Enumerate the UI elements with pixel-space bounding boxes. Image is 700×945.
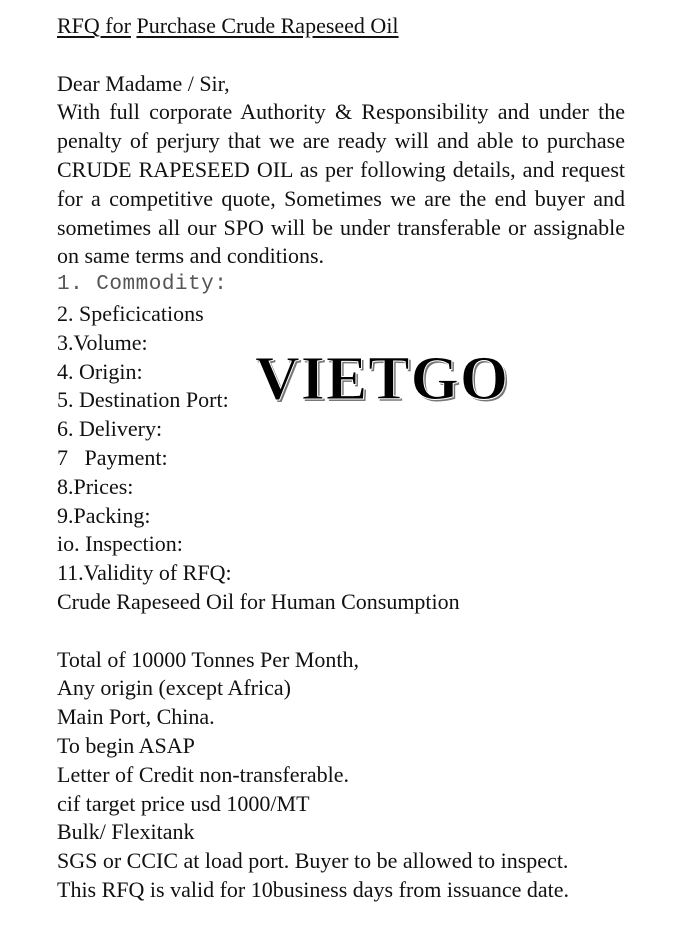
rfq-document: [57, 12, 625, 905]
value-inspection: SGS or CCIC at load port. Buyer to be allowed to inspect.: [57, 848, 569, 874]
field-payment: 7 Payment:: [57, 444, 168, 470]
field-volume: 3.Volume:: [57, 329, 148, 355]
document-title: [57, 12, 625, 41]
field-commodity: 1. Commodity:: [57, 273, 228, 297]
value-packing: Bulk/ Flexitank: [57, 819, 195, 845]
field-destination-port: 5. Destination Port:: [57, 387, 229, 413]
title-prefix: RFQ for: [57, 13, 131, 38]
field-validity: 11.Validity of RFQ:: [57, 560, 232, 586]
salutation: Dear Madame / Sir,: [57, 70, 230, 96]
title-subject: Purchase Crude Rapeseed Oil: [136, 13, 399, 38]
value-origin: Any origin (except Africa): [57, 675, 291, 701]
value-payment: Letter of Credit non-transferable.: [57, 761, 349, 787]
spacer: [57, 41, 625, 70]
field-packing: 9.Packing:: [57, 502, 151, 528]
vietgo-watermark: VIETGO: [255, 345, 510, 413]
value-delivery: To begin ASAP: [57, 732, 195, 758]
value-validity: This RFQ is valid for 10business days from issuance date.: [57, 876, 570, 902]
spacer: [57, 617, 625, 646]
field-specifications: 2. Speficications: [57, 300, 204, 326]
intro-paragraph: With full corporate Authority & Responsibility and under the penalty of perjury that we are ready will and able to purchase CRUDE RAPESEED OIL as per following details, and request for a competitive quote, Sometimes we are the end buyer and sometimes all our SPO will be under transferable or assignable on same terms and conditions.: [57, 99, 625, 269]
value-volume: Total of 10000 Tonnes Per Month,: [57, 646, 360, 672]
field-prices: 8.Prices:: [57, 473, 134, 499]
field-delivery: 6. Delivery:: [57, 416, 163, 442]
field-inspection: io. Inspection:: [57, 531, 183, 557]
field-origin: 4. Origin:: [57, 358, 143, 384]
value-prices: cif target price usd 1000/MT: [57, 790, 310, 816]
value-commodity: Crude Rapeseed Oil for Human Consumption: [57, 588, 460, 614]
value-destination-port: Main Port, China.: [57, 704, 215, 730]
